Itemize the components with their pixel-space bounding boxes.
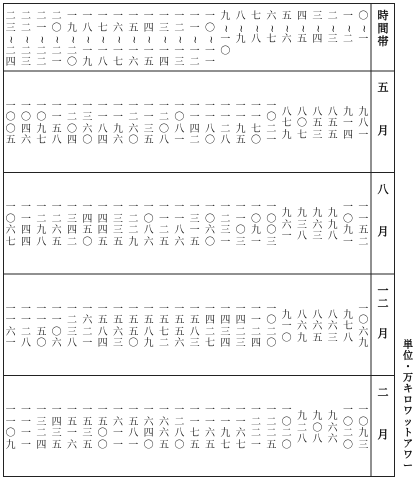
demand-value-cell: 一 一 五 〇	[36, 303, 47, 350]
demand-value-cell: 八 〇 七	[297, 106, 307, 141]
demand-value-cell: 九 八 一	[358, 106, 369, 141]
demand-value-cell: 一 四 四 五	[97, 202, 108, 248]
time-slot-header-label: 時 間 帯	[377, 9, 389, 48]
demand-value-cell: 一 三 二 四	[36, 405, 47, 451]
demand-value-cell: 一 四 二 七	[205, 303, 215, 350]
time-slot-header: 一 八 ~ 一 九	[82, 11, 94, 68]
time-slot-header: 一 〇 ~ 一 一	[204, 11, 216, 68]
demand-value-cell: 一 二 八 〇	[174, 405, 185, 451]
demand-value-cell: 一 五 五 〇	[128, 303, 139, 350]
month-label-suffix: 月	[377, 326, 389, 340]
demand-value-cell: 一 一 二 八	[220, 100, 231, 147]
time-slot-header: 一 ~ 二	[342, 11, 354, 45]
demand-value-cell: 一 五 八 九	[143, 303, 154, 350]
demand-value-cell: 一 二 三 一	[220, 202, 231, 248]
demand-value-cell: 一 五 五 六	[174, 303, 185, 350]
time-slot-header: 八 ~ 九	[235, 11, 247, 45]
time-slot-header: 一 三 ~ 一 四	[158, 11, 170, 68]
demand-value-cell: 一 六 四 〇	[143, 405, 154, 451]
demand-value-cell: 八 六 九	[297, 309, 307, 344]
demand-value-cell: 八 七 九	[281, 106, 292, 141]
demand-value-cell: 一 一 四 四	[21, 202, 31, 248]
time-slot-header: 二 ~ 三	[327, 11, 339, 45]
month-label: 一 二	[377, 284, 389, 310]
demand-value-cell: 九 六 六	[327, 411, 338, 445]
month-label-suffix: 月	[377, 123, 389, 137]
demand-value-cell: 一 五 三 五	[82, 405, 93, 451]
demand-value-cell: 一 一 五 二	[358, 202, 369, 248]
demand-value-cell: 九 九 八	[327, 208, 338, 242]
demand-value-cell: 一 一 三 五	[143, 100, 154, 147]
time-slot-header: 一 四 ~ 一 五	[143, 11, 155, 68]
demand-value-cell: 一 四 三 五	[51, 405, 62, 451]
time-slot-header: 〇 ~ 一	[358, 11, 370, 45]
demand-value-cell: 一 二 九 八	[36, 202, 47, 248]
demand-value-cell: 一 一 九 五	[235, 100, 246, 147]
demand-value-cell: 一 五 八 四	[97, 303, 108, 350]
demand-value-cell: 一 三 六 〇	[82, 100, 93, 147]
month-label: 八	[377, 182, 389, 196]
demand-value-cell: 一 一 六 五	[205, 405, 215, 451]
time-slot-header: 一 二 ~ 一 三	[174, 11, 186, 68]
demand-value-cell: 一 一 六 七	[235, 405, 246, 451]
demand-value-cell: 一 四 三 四	[220, 303, 231, 350]
demand-value-cell: 一 五 八 三	[189, 303, 200, 350]
demand-value-cell: 一 六 二 一	[82, 303, 93, 350]
time-slot-header: 六 ~ 七	[266, 11, 278, 45]
time-slot-header: 四 ~ 五	[296, 11, 308, 45]
time-slot-header: 五 ~ 六	[281, 11, 293, 45]
demand-value-cell: 一 一 二 五	[159, 202, 169, 248]
demand-value-cell: 一 一 六 一	[5, 303, 16, 350]
demand-value-cell: 一 〇 六 〇	[205, 202, 215, 248]
demand-value-cell: 一 〇 九 一	[343, 202, 353, 248]
demand-value-cell: 一 一 八 〇	[205, 100, 215, 147]
demand-value-cell: 八 六 三	[327, 309, 338, 344]
demand-value-cell: 一 二 二 一	[251, 405, 261, 451]
month-label-suffix: 月	[377, 428, 389, 442]
demand-value-cell: 八 五 三	[312, 106, 323, 141]
demand-value-cell: 一 三 一 五	[189, 202, 200, 248]
demand-value-cell: 一 一 〇 九	[5, 405, 16, 451]
demand-value-cell: 一 一 五 八	[51, 100, 62, 147]
demand-value-cell: 一 二 二 九	[128, 202, 139, 248]
demand-value-cell: 一 四 二 三	[235, 303, 246, 350]
demand-value-cell: 一 一 四 二	[189, 100, 200, 147]
demand-value-cell: 一 〇 六 七	[5, 202, 16, 248]
demand-value-cell: 一 二 六 〇	[128, 100, 139, 147]
demand-value-cell: 一 六 一 一	[113, 405, 123, 451]
demand-value-cell: 一 二 〇 八	[159, 100, 169, 147]
demand-value-cell: 一 一 〇 六	[51, 303, 62, 350]
demand-value-cell: 一 〇 八 一	[174, 100, 185, 147]
demand-value-cell: 一 一 二 八	[21, 303, 31, 350]
demand-value-cell: 一 五 六 三	[113, 303, 123, 350]
demand-value-cell: 一 〇 九 七	[36, 100, 47, 147]
demand-value-cell: 一 一 七 〇	[251, 100, 261, 147]
demand-value-cell: 一 〇 八 六	[143, 202, 154, 248]
time-slot-header: 一 一 ~ 一 二	[189, 11, 201, 68]
demand-value-cell: 八 六 五	[312, 309, 323, 344]
time-slot-header: 二 〇 ~ 二 一	[51, 11, 63, 68]
time-slot-header: 一 六 ~ 一 七	[112, 11, 124, 68]
demand-value-cell: 一 〇 二 〇	[281, 405, 292, 451]
demand-value-cell: 一 〇 九 三	[358, 405, 369, 451]
time-slot-header: 一 五 ~ 一 六	[128, 11, 140, 68]
demand-value-cell: 一 三 四 二	[67, 202, 77, 248]
demand-value-cell: 一 六 六 五	[159, 405, 169, 451]
time-slot-header: 二 三 ~ 二 四	[5, 11, 17, 68]
time-slot-header: 一 九 ~ 二 〇	[66, 11, 78, 68]
electricity-demand-table	[3, 3, 395, 477]
month-label-suffix: 月	[377, 225, 389, 239]
demand-value-cell: 九 二 八	[297, 411, 307, 445]
demand-value-cell: 一 〇 四 六	[21, 100, 31, 147]
time-slot-header: 二 一 ~ 二 二	[36, 11, 48, 68]
demand-value-cell: 一 五 〇 〇	[97, 405, 108, 451]
demand-value-cell: 一 〇 六 九	[358, 303, 369, 350]
demand-value-cell: 一 二 〇 四	[67, 100, 77, 147]
demand-value-cell: 一 〇 〇 三	[266, 202, 277, 248]
demand-value-cell: 一 五 一 六	[67, 405, 77, 451]
demand-value-cell: 九 〇 八	[312, 411, 323, 445]
demand-value-cell: 一 〇 〇 五	[5, 100, 16, 147]
time-slot-header: 二 二 ~ 二 三	[20, 11, 32, 68]
demand-value-cell: 一 四 五 〇	[82, 202, 93, 248]
demand-value-cell: 一 一 一 一	[21, 405, 31, 451]
demand-value-cell: 九 三 八	[297, 208, 307, 242]
demand-value-cell: 八 五 五	[327, 106, 338, 141]
demand-value-cell: 一 五 八 一	[128, 405, 139, 451]
demand-value-cell: 一 一 九 六	[113, 100, 123, 147]
demand-value-cell: 一 一 八 六	[174, 202, 185, 248]
demand-value-cell: 九 一 〇	[281, 309, 292, 344]
demand-value-cell: 一 一 〇 三	[235, 202, 246, 248]
demand-value-cell: 一 一 七 五	[189, 405, 200, 451]
demand-value-cell: 九 七 八	[343, 309, 353, 344]
demand-value-cell: 一 〇 二 〇	[266, 303, 277, 350]
demand-value-cell: 一 一 九 七	[220, 405, 231, 451]
time-slot-header: 三 ~ 四	[312, 11, 324, 45]
unit-note: 単 位 ・ 万 キ ロ ワ ッ ト ア ワ ー	[403, 340, 413, 472]
month-label: 五	[377, 81, 389, 94]
demand-value-cell: 一 〇 二 〇	[343, 405, 353, 451]
demand-value-cell: 一 〇 九 一	[251, 202, 261, 248]
demand-value-cell: 一 二 六 五	[51, 202, 62, 248]
time-slot-header: 一 七 ~ 一 八	[97, 11, 109, 68]
time-slot-header: 七 ~ 八	[250, 11, 262, 45]
demand-value-cell: 一 二 二 五	[266, 405, 277, 451]
demand-value-cell: 一 一 八 四	[97, 100, 108, 147]
time-slot-header: 九 ~ 一 〇	[220, 11, 232, 57]
demand-value-cell: 一 三 三 五	[113, 202, 123, 248]
demand-value-cell: 九 一 四	[343, 106, 353, 141]
demand-value-cell: 九 六 一	[281, 208, 292, 242]
demand-value-cell: 一 〇 二 一	[266, 100, 277, 147]
demand-value-cell: 一 五 七 二	[159, 303, 169, 350]
month-label: 二	[377, 385, 389, 399]
demand-value-cell: 九 六 三	[312, 208, 323, 242]
demand-value-cell: 一 二 三 八	[67, 303, 77, 350]
demand-value-cell: 一 一 二 四	[251, 303, 261, 350]
